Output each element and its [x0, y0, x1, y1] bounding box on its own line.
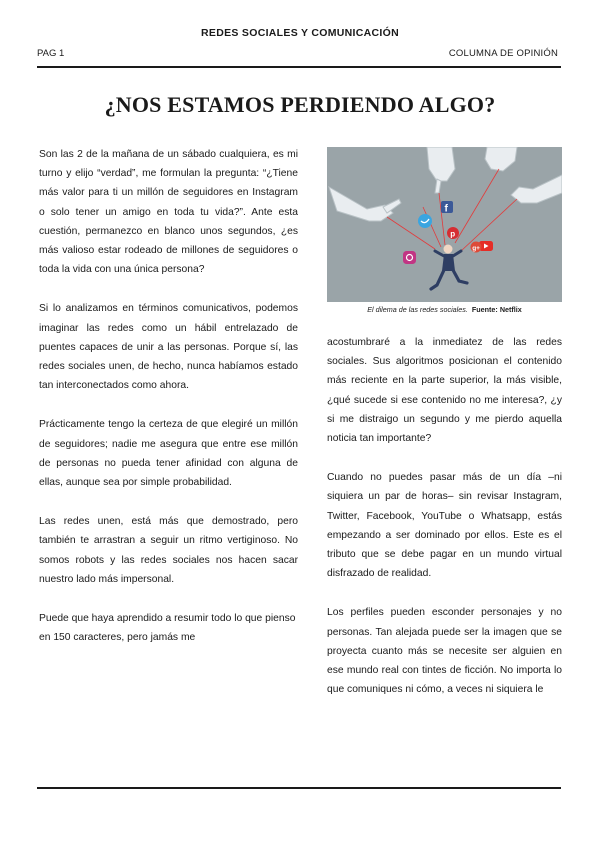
footer-divider — [37, 787, 561, 789]
article-figure — [327, 147, 562, 314]
paragraph: Los perfiles pueden esconder personajes y no personas. Tan alejada puede ser la imagen que se proyecta cuanto más se necesite ser alguien en ese mundo real con tintes de ficción. No importa lo que comuniques ni cómo, a veces ni siquiera le — [327, 607, 562, 696]
paragraph: Si lo analizamos en términos comunicativos, podemos imaginar las redes como un hábil entrelazado de puentes capaces de unir a las personas. Porque sí, las redes sociales unen, de hecho, nunca habíamos estado tan interconectados como ahora. — [39, 303, 298, 392]
social-media-puppet-illustration — [327, 147, 562, 302]
paragraph: Son las 2 de la mañana de un sábado cualquiera, es mi turno y elijo “verdad”, me formulan la pregunta: “¿Tiene más valor para ti un millón de seguidores en Instagram o solo tener un amigo en toda tu vida?”. Ante esta cuestión, permanezco en blanco unos segundos, ¿es más valioso estar rodeado de millones de seguidores o toda la vida con una única persona? — [39, 149, 298, 276]
pinterest-icon — [447, 227, 459, 239]
caption-text: El dilema de las redes sociales. — [367, 305, 468, 314]
caption-source: Fuente: Netflix — [471, 305, 522, 314]
paragraph: Cuando no puedes pasar más de un día –ni siquiera un par de horas– sin revisar Instagram, Twitter, Facebook, YouTube o Whatsapp, estás empezando a ser dominado por ellos. Este es el tributo que se debe pagar en un mundo virtual disfrazado de realidad. — [327, 472, 562, 580]
facebook-icon — [441, 201, 453, 215]
twitter-icon — [418, 214, 432, 228]
svg-text:p: p — [450, 229, 456, 239]
paragraph: Puede que haya aprendido a resumir todo lo que pienso en 150 caracteres, pero jamás me — [39, 613, 296, 644]
section-label: COLUMNA DE OPINIÓN — [448, 48, 558, 59]
google-plus-icon — [471, 242, 482, 253]
svg-text:g+: g+ — [472, 244, 480, 252]
svg-text:f: f — [444, 203, 448, 215]
paragraph: Las redes unen, está más que demostrado, pero también te arrastran a seguir un ritmo vertiginoso. No somos robots y las redes sociales nos hacen sacar nuestro lado más impersonal. — [39, 516, 298, 585]
paragraph: acostumbraré a la inmediatez de las redes sociales. Sus algoritmos posicionan el contenido más reciente en la parte superior, la más visible, ¿qué sucede si ese contenido no me interesa?, ¿y si me distraigo un segundo y me pierdo aquella noticia tan importante? — [327, 337, 562, 445]
paragraph: Prácticamente tengo la certeza de que elegiré un millón de seguidores; nadie me asegura que entre ese millón de personas no pueda tener afinidad con alguna de ellas, aunque sea por simple probabilidad. — [39, 419, 298, 489]
page-number: PAG 1 — [37, 48, 65, 59]
publication-title: REDES SOCIALES Y COMUNICACIÓN — [201, 27, 399, 39]
right-column — [327, 333, 562, 719]
article-title: ¿NOS ESTAMOS PERDIENDO ALGO? — [104, 92, 496, 117]
left-column — [39, 145, 298, 667]
figure-caption — [327, 305, 562, 314]
instagram-icon — [403, 251, 416, 264]
header-divider — [37, 66, 561, 68]
